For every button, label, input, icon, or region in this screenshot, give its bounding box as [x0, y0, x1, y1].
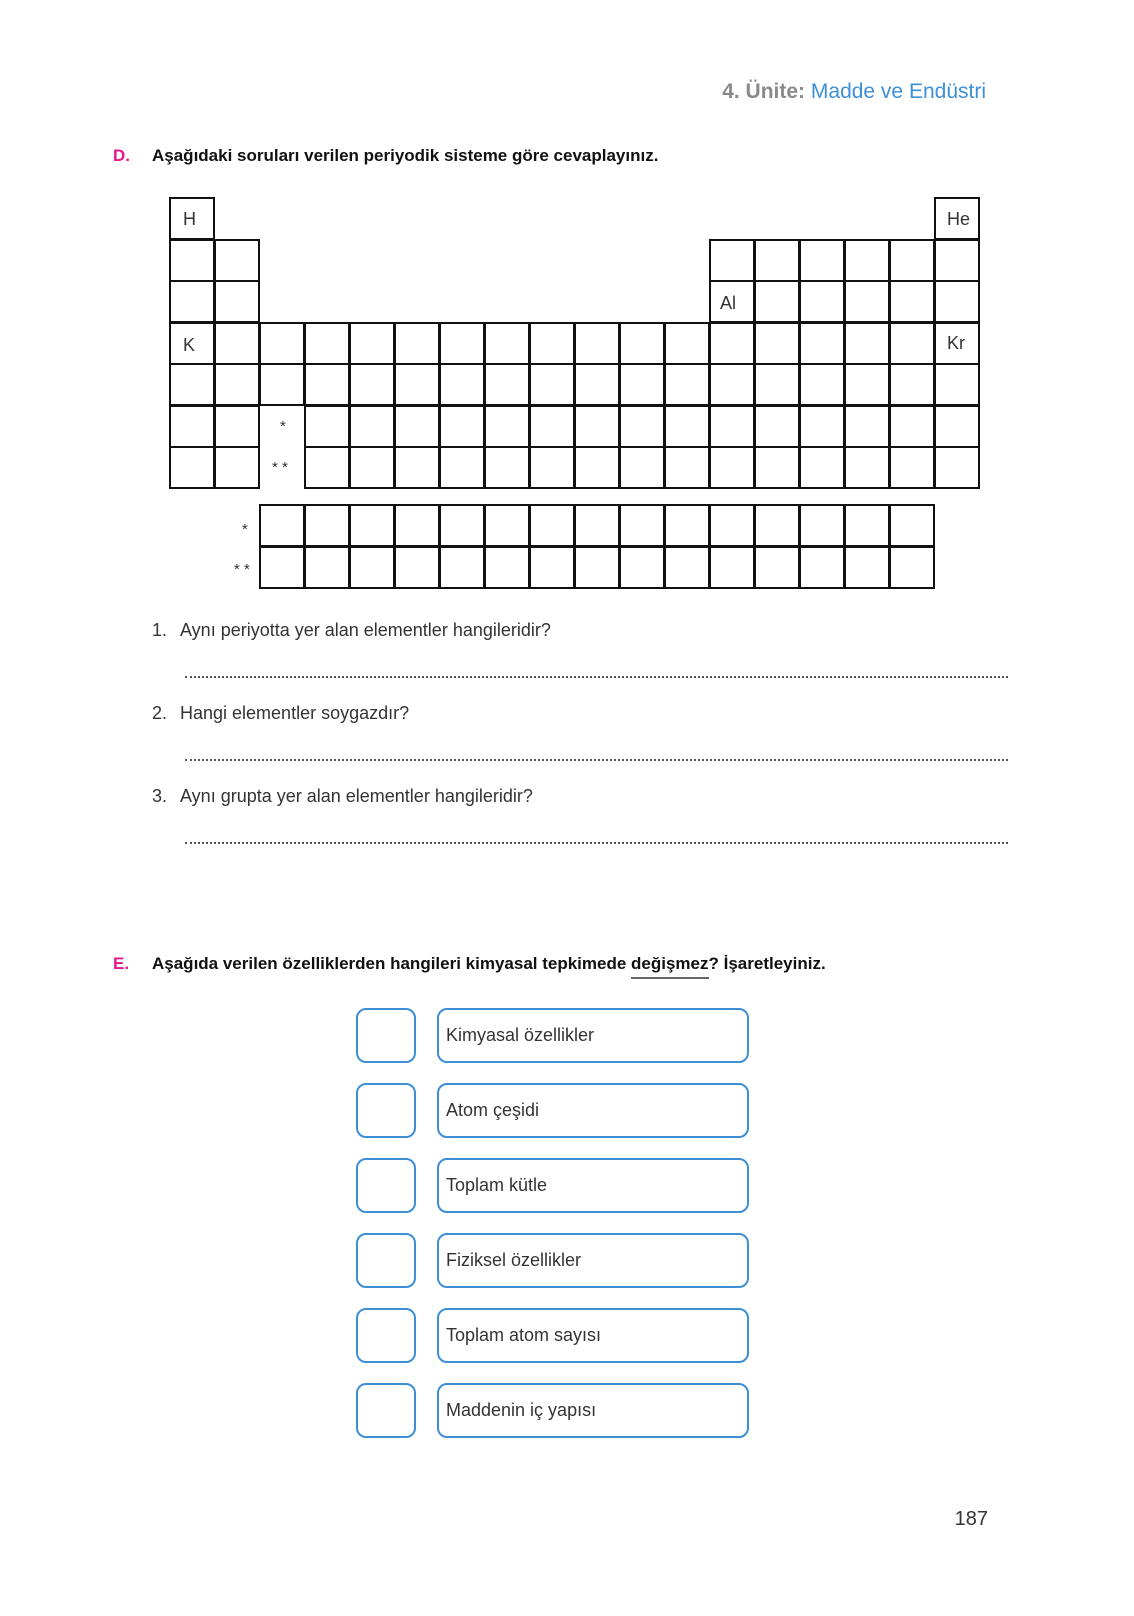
question-3-number: 3.: [152, 786, 168, 806]
section-d-letter: D.: [113, 146, 130, 165]
f-block-cell: [529, 546, 575, 589]
underlined-word: değişmez: [631, 954, 708, 979]
table-cell: [574, 363, 620, 406]
table-cell: [844, 405, 890, 448]
checkbox-6[interactable]: [356, 1383, 416, 1438]
table-cell: [349, 446, 395, 489]
actinide-marker-row: * *: [234, 561, 250, 578]
table-cell: [214, 363, 260, 406]
table-cell: [439, 322, 485, 365]
checkbox-4[interactable]: [356, 1233, 416, 1288]
question-2: [152, 703, 409, 724]
f-block-cell: [754, 546, 800, 589]
answer-line-3[interactable]: [185, 842, 1008, 844]
table-cell: [574, 322, 620, 365]
table-cell: [394, 322, 440, 365]
f-block-cell: [529, 504, 575, 547]
table-cell: [259, 363, 305, 406]
table-cell: [709, 239, 755, 282]
f-block-cell: [259, 504, 305, 547]
option-fiziksel-ozellikler: Fiziksel özellikler: [437, 1233, 749, 1288]
table-cell: [169, 239, 215, 282]
f-block-cell: [394, 546, 440, 589]
f-block-cell: [349, 546, 395, 589]
table-cell: [754, 363, 800, 406]
table-cell: [934, 405, 980, 448]
table-cell: [484, 446, 530, 489]
table-cell: [394, 363, 440, 406]
table-cell: [754, 322, 800, 365]
table-cell: [889, 405, 935, 448]
f-block-cell: [439, 546, 485, 589]
table-cell: [439, 405, 485, 448]
table-cell: [484, 405, 530, 448]
table-cell: [889, 239, 935, 282]
checkbox-2[interactable]: [356, 1083, 416, 1138]
table-cell: [484, 363, 530, 406]
table-cell: [754, 239, 800, 282]
table-cell: [754, 446, 800, 489]
checkbox-1[interactable]: [356, 1008, 416, 1063]
table-cell: [844, 446, 890, 489]
instruction-end: ? İşaretleyiniz.: [708, 954, 826, 973]
question-1: [152, 620, 551, 641]
table-cell: [709, 446, 755, 489]
instruction-text: Aşağıda verilen özelliklerden hangileri kimyasal tepkimede: [152, 954, 632, 973]
table-cell: [799, 405, 845, 448]
f-block-cell: [619, 504, 665, 547]
table-cell: [664, 405, 710, 448]
table-cell: [754, 280, 800, 323]
f-block-cell: [709, 546, 755, 589]
lanthanide-marker-row: *: [242, 521, 248, 538]
table-cell: [529, 446, 575, 489]
f-block-cell: [484, 546, 530, 589]
table-cell: [889, 446, 935, 489]
f-block-cell: [349, 504, 395, 547]
f-block-cell: [304, 504, 350, 547]
table-cell: [664, 363, 710, 406]
question-1-number: 1.: [152, 620, 168, 640]
f-block-cell: [664, 504, 710, 547]
question-1-text: Aynı periyotta yer alan elementler hangileridir?: [180, 620, 551, 640]
checkbox-5[interactable]: [356, 1308, 416, 1363]
answer-line-2[interactable]: [185, 759, 1008, 761]
table-cell: [394, 446, 440, 489]
unit-label: 4. Ünite:: [722, 80, 806, 103]
table-cell: [349, 405, 395, 448]
f-block-cell: [304, 546, 350, 589]
element-h: H: [183, 209, 196, 229]
element-kr: Kr: [947, 333, 965, 353]
element-al: Al: [720, 293, 737, 313]
table-cell: [169, 280, 215, 323]
page-number: 187: [954, 1508, 988, 1530]
actinide-marker-main: * *: [272, 459, 288, 476]
f-block-cell: [889, 504, 935, 547]
f-block-cell: [664, 546, 710, 589]
table-cell: [619, 446, 665, 489]
table-cell: [169, 363, 215, 406]
table-cell: [304, 405, 350, 448]
question-2-number: 2.: [152, 703, 168, 723]
table-cell: [439, 446, 485, 489]
table-cell: [844, 280, 890, 323]
table-cell: [799, 363, 845, 406]
f-block-cell: [259, 546, 305, 589]
f-block-cell: [709, 504, 755, 547]
element-k: K: [183, 335, 196, 355]
f-block-cell: [484, 504, 530, 547]
option-toplam-kutle: Toplam kütle: [437, 1158, 749, 1213]
table-cell: [799, 280, 845, 323]
table-cell: [214, 322, 260, 365]
table-cell: [844, 239, 890, 282]
table-cell: [529, 363, 575, 406]
f-block-cell: [394, 504, 440, 547]
table-cell: [889, 363, 935, 406]
table-cell: [214, 405, 260, 448]
question-3-text: Aynı grupta yer alan elementler hangileridir?: [180, 786, 533, 806]
table-cell: [889, 280, 935, 323]
table-cell: [529, 405, 575, 448]
table-cell: [214, 239, 260, 282]
table-cell: [709, 405, 755, 448]
section-e-letter: E.: [113, 954, 130, 973]
table-cell: [214, 280, 260, 323]
f-block-cell: [619, 546, 665, 589]
question-2-text: Hangi elementler soygazdır?: [180, 703, 410, 723]
table-cell: [169, 405, 215, 448]
table-cell: [619, 322, 665, 365]
table-cell: [304, 446, 350, 489]
section-d-instruction: Aşağıdaki soruları verilen periyodik sisteme göre cevaplayınız.: [152, 146, 659, 165]
f-block-cell: [799, 546, 845, 589]
f-block-cell: [574, 546, 620, 589]
table-cell: [934, 446, 980, 489]
table-cell: [529, 322, 575, 365]
f-block-cell: [844, 546, 890, 589]
option-maddenin-ic-yapisi: Maddenin iç yapısı: [437, 1383, 749, 1438]
table-cell: [799, 446, 845, 489]
table-cell: [259, 322, 305, 365]
answer-line-1[interactable]: [185, 676, 1008, 678]
table-cell: [574, 405, 620, 448]
table-cell: [709, 322, 755, 365]
table-cell: [934, 280, 980, 323]
table-cell: [934, 239, 980, 282]
table-cell: [619, 405, 665, 448]
table-cell: [664, 322, 710, 365]
table-cell: [304, 322, 350, 365]
table-cell: [889, 322, 935, 365]
table-cell: [844, 363, 890, 406]
lanthanide-marker-main: *: [280, 418, 286, 435]
question-3: [152, 786, 533, 807]
option-kimyasal-ozellikler: Kimyasal özellikler: [437, 1008, 749, 1063]
f-block-cell: [844, 504, 890, 547]
f-block-cell: [889, 546, 935, 589]
table-cell: [619, 363, 665, 406]
f-block-cell: [754, 504, 800, 547]
table-cell: [349, 322, 395, 365]
table-cell: [664, 446, 710, 489]
table-cell: [214, 446, 260, 489]
table-cell: [484, 322, 530, 365]
checkbox-3[interactable]: [356, 1158, 416, 1213]
table-cell: [844, 322, 890, 365]
f-block-cell: [574, 504, 620, 547]
table-cell: [574, 446, 620, 489]
table-cell: [934, 363, 980, 406]
f-block-cell: [799, 504, 845, 547]
table-cell: [304, 363, 350, 406]
section-e-instruction: [152, 954, 826, 974]
table-cell: [169, 446, 215, 489]
table-cell: [349, 363, 395, 406]
table-cell: [394, 405, 440, 448]
option-toplam-atom-sayisi: Toplam atom sayısı: [437, 1308, 749, 1363]
table-cell: [799, 322, 845, 365]
periodic-table: [0, 0, 1134, 600]
unit-title: Madde ve Endüstri: [810, 80, 986, 103]
table-cell: [799, 239, 845, 282]
element-he: He: [947, 209, 971, 229]
table-cell: [709, 363, 755, 406]
option-atom-cesidi: Atom çeşidi: [437, 1083, 749, 1138]
f-block-cell: [439, 504, 485, 547]
table-cell: [754, 405, 800, 448]
table-cell: [439, 363, 485, 406]
